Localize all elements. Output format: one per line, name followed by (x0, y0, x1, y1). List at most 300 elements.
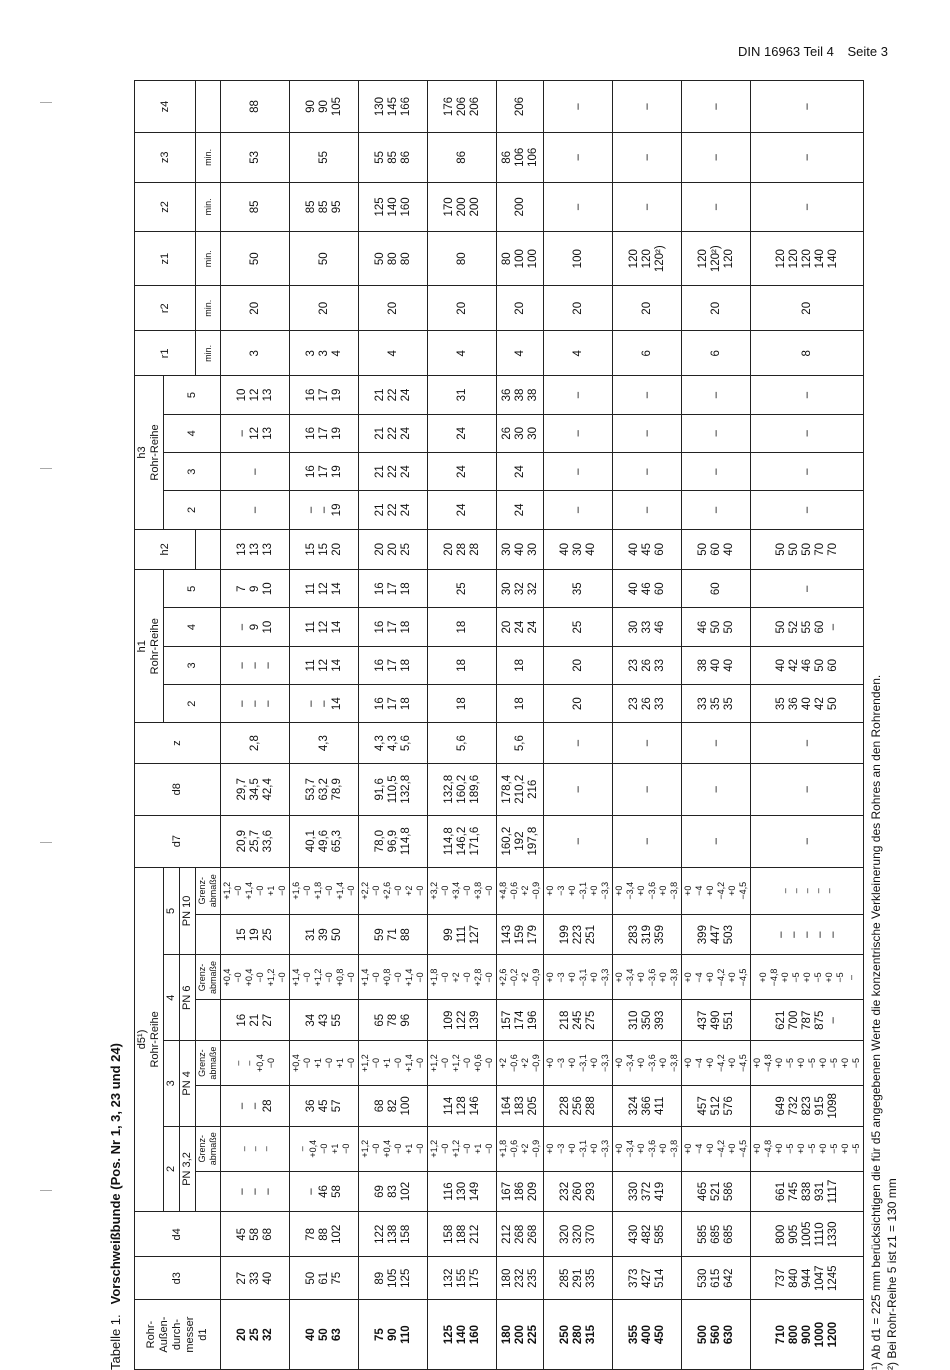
cell-r2: 20 (751, 286, 864, 331)
cell-z: – (682, 723, 751, 764)
cell-d3: 530 615 642 (682, 1257, 751, 1300)
cell-ag: +1,2 −0 +1,2 −0 +1 −0 (428, 1126, 497, 1171)
cell-h1c: 25 (544, 608, 613, 646)
table-row (428, 81, 497, 1370)
cell-d4: 45 58 68 (221, 1212, 290, 1257)
cell-h1c: 11 12 14 (290, 608, 359, 646)
cell-h3b: – (544, 452, 613, 490)
cell-r1: 4 (544, 331, 613, 376)
cell-h3c: – (682, 414, 751, 452)
blank-head (196, 914, 221, 955)
cell-h3d: – (682, 376, 751, 414)
cell-h1a: – – – (221, 685, 290, 723)
cell-r1: 4 (497, 331, 544, 376)
cell-z4: 90 90 105 (290, 81, 359, 133)
cell-ag: – +0,4 −0 +1 −0 (290, 1126, 359, 1171)
d5-series-2: 2 (164, 1126, 180, 1212)
cell-r1: 3 3 4 (290, 331, 359, 376)
cell-z2: 200 (497, 182, 544, 232)
table-title: Vorschweißbunde (Pos. Nr 1, 3, 23 und 24) (108, 1043, 123, 1305)
cell-d8: – (682, 763, 751, 815)
cell-d1: 20 25 32 (221, 1300, 290, 1370)
cell-h3b: – (221, 452, 290, 490)
cell-a: 69 83 102 (359, 1171, 428, 1212)
cell-z3: 53 (221, 133, 290, 183)
cell-h3b: 16 17 19 (290, 452, 359, 490)
cell-h1d: – (751, 570, 864, 608)
cell-d7: – (544, 815, 613, 867)
cell-h1a: 23 26 33 (613, 685, 682, 723)
cell-h3b: 21 22 24 (359, 452, 428, 490)
cell-d8: 178,4 210,2 216 (497, 763, 544, 815)
cell-d3: 285 291 335 (544, 1257, 613, 1300)
grenzabmasse-head: Grenz- abmaße (196, 955, 221, 1000)
cell-h1b: 18 (428, 646, 497, 684)
table-row (751, 81, 864, 1370)
min-head: min. (196, 182, 221, 232)
cell-e: 399 447 503 (682, 914, 751, 955)
cell-ag: +0 −3 +0 −3,1 +0 −3,3 (544, 1126, 613, 1171)
cell-r1: 3 (221, 331, 290, 376)
cell-z3: 86 (428, 133, 497, 183)
cell-h1a: 18 (428, 685, 497, 723)
cell-bg: +1,2 −0 +1 −0 +1,4 −0 (359, 1041, 428, 1086)
cell-z: 5,6 (497, 723, 544, 764)
cell-h3c: – 12 13 (221, 414, 290, 452)
blank-head (196, 1086, 221, 1127)
col-h3 (135, 376, 164, 529)
cell-h3a: – (682, 491, 751, 529)
cell-ag: +1,2 −0 +0,4 −0 +1 −0 (359, 1126, 428, 1171)
table-row (682, 81, 751, 1370)
h1-series-4: 4 (164, 608, 221, 646)
cell-d4: 158 188 212 (428, 1212, 497, 1257)
cell-z: 2,8 (221, 723, 290, 764)
cell-c: 157 174 196 (497, 1000, 544, 1041)
cell-h1a: 33 35 35 (682, 685, 751, 723)
cell-h1b: 38 40 40 (682, 646, 751, 684)
cell-h1b: 23 26 33 (613, 646, 682, 684)
cell-b: 649 732 823 915 1098 (751, 1086, 864, 1127)
col-z: z (135, 723, 221, 764)
cell-h3d: 10 12 13 (221, 376, 290, 414)
cell-c: 34 43 55 (290, 1000, 359, 1041)
cell-z3: – (544, 133, 613, 183)
cell-h1c: 50 52 55 60 – (751, 608, 864, 646)
cell-e: 31 39 50 (290, 914, 359, 955)
cell-h1d: 16 17 18 (359, 570, 428, 608)
cell-h2: 20 20 25 (359, 529, 428, 570)
cell-z2: – (682, 182, 751, 232)
cell-h1b: – – – (221, 646, 290, 684)
cell-h1c: 16 17 18 (359, 608, 428, 646)
cell-h3c: – (613, 414, 682, 452)
cell-b: 324 366 411 (613, 1086, 682, 1127)
col-r1: r1 (135, 331, 196, 376)
cell-b: 36 45 57 (290, 1086, 359, 1127)
cell-z3: – (751, 133, 864, 183)
cell-h1d: 7 9 10 (221, 570, 290, 608)
cell-z2: – (544, 182, 613, 232)
cell-h3a: 24 (428, 491, 497, 529)
cell-h3d: 36 38 38 (497, 376, 544, 414)
h3-series-5: 5 (164, 376, 221, 414)
cell-eg: +4,8 −0,6 +2 −0,9 (497, 867, 544, 914)
cell-h1b: 20 (544, 646, 613, 684)
table-row (359, 81, 428, 1370)
cell-z4: 206 (497, 81, 544, 133)
d5-label: d5¹) (136, 1029, 148, 1050)
cell-h3d: 31 (428, 376, 497, 414)
pn-3-2: PN 3,2 (180, 1126, 196, 1212)
cell-h3d: 16 17 19 (290, 376, 359, 414)
cell-z3: 55 (290, 133, 359, 183)
cell-z4: – (613, 81, 682, 133)
cell-z4: – (682, 81, 751, 133)
cell-d4: 212 268 268 (497, 1212, 544, 1257)
min-head: min. (196, 133, 221, 183)
cell-e: 143 159 179 (497, 914, 544, 955)
pn-10: PN 10 (180, 867, 196, 955)
col-d7: d7 (135, 815, 221, 867)
cell-h1a: – – 14 (290, 685, 359, 723)
cell-h3a: – (613, 491, 682, 529)
cell-d7: 20,9 25,7 33,6 (221, 815, 290, 867)
cell-d8: – (751, 763, 864, 815)
cell-z3: – (682, 133, 751, 183)
cell-cg: +0,4 −0 +0,4 −0 +1,2 −0 (221, 955, 290, 1000)
h3-series-2: 2 (164, 491, 221, 529)
col-z4: z4 (135, 81, 196, 133)
cell-z1: 120 120 120 140 140 (751, 232, 864, 286)
cell-d7: 40,1 49,6 65,3 (290, 815, 359, 867)
footnote-2: ²) Bei Rohr-Reihe 5 ist z1 = 130 mm (885, 1178, 899, 1370)
cell-d1: 125 140 160 (428, 1300, 497, 1370)
col-d4: d4 (135, 1212, 221, 1257)
cell-ag: +0 −4,8 +0 −5 +0 −5 +0 −5 +0 −5 (751, 1126, 864, 1171)
cell-d3: 132 155 175 (428, 1257, 497, 1300)
cell-bg: +0 −3,4 +0 −3,6 +0 −3,8 (613, 1041, 682, 1086)
cell-ag: +0 −3,4 +0 −3,6 +0 −3,8 (613, 1126, 682, 1171)
cell-h3b: 24 (428, 452, 497, 490)
table-caption (108, 1043, 123, 1370)
table-row (221, 81, 290, 1370)
cell-eg: +1,2 −0 +1,4 −0 +1 −0 (221, 867, 290, 914)
cell-z2: 85 85 95 (290, 182, 359, 232)
cell-b: 228 256 288 (544, 1086, 613, 1127)
cell-c: 65 78 96 (359, 1000, 428, 1041)
blank-head (196, 529, 221, 570)
h1-series-5: 5 (164, 570, 221, 608)
cell-r2: 20 (497, 286, 544, 331)
cell-d7: – (613, 815, 682, 867)
cell-r1: 4 (428, 331, 497, 376)
cell-z1: 80 100 100 (497, 232, 544, 286)
cell-d7: – (682, 815, 751, 867)
cell-z: – (751, 723, 864, 764)
blank-head (196, 1171, 221, 1212)
cell-d4: 78 88 102 (290, 1212, 359, 1257)
cell-h1d: 30 32 32 (497, 570, 544, 608)
cell-a: 465 521 586 (682, 1171, 751, 1212)
cell-h2: 20 28 28 (428, 529, 497, 570)
cell-d7: – (751, 815, 864, 867)
cell-e: – – – – – (751, 914, 864, 955)
cell-h2: 40 30 40 (544, 529, 613, 570)
grenzabmasse-head: Grenz- abmaße (196, 1126, 221, 1171)
cell-h1c: 20 24 24 (497, 608, 544, 646)
footnote-1: ¹) Ab d1 = 225 mm berücksichtigen die für d5 angegebenen Werte die konzentrische Verkleinerung des Rohres an den Rohrenden. (869, 674, 883, 1370)
table-row (613, 81, 682, 1370)
col-z3: z3 (135, 133, 196, 183)
cell-h3d: – (544, 376, 613, 414)
cell-e: 99 111 127 (428, 914, 497, 955)
min-head: min. (196, 232, 221, 286)
pn-6: PN 6 (180, 955, 196, 1041)
document-number: DIN 16963 Teil 4 (738, 44, 834, 59)
col-h2: h2 (135, 529, 196, 570)
cell-c: 310 350 393 (613, 1000, 682, 1041)
col-d8: d8 (135, 763, 221, 815)
rotated-table-block (108, 80, 908, 1370)
d5-series-5: 5 (164, 867, 180, 955)
table-body (221, 81, 864, 1370)
cell-h2: 13 13 13 (221, 529, 290, 570)
cell-cg: +0 −4,8 +0 −5 +0 −5 +0 −5 – (751, 955, 864, 1000)
cell-ag: – – – (221, 1126, 290, 1171)
scan-mark (40, 468, 52, 469)
cell-h2: 50 60 40 (682, 529, 751, 570)
pn-4: PN 4 (180, 1041, 196, 1127)
cell-d8: 29,7 34,5 42,4 (221, 763, 290, 815)
cell-h2: 30 40 30 (497, 529, 544, 570)
cell-ag: +1,8 −0,6 +2 −0,9 (497, 1126, 544, 1171)
cell-r1: 4 (359, 331, 428, 376)
cell-b: 114 128 146 (428, 1086, 497, 1127)
min-head: min. (196, 331, 221, 376)
col-z1: z1 (135, 232, 196, 286)
cell-d1: 710 800 900 1000 1200 (751, 1300, 864, 1370)
cell-bg: +1,2 −0 +1,2 −0 +0,6 −0 (428, 1041, 497, 1086)
cell-h3d: – (613, 376, 682, 414)
col-d3: d3 (135, 1257, 221, 1300)
cell-c: 437 490 551 (682, 1000, 751, 1041)
cell-eg: +0 −4 +0 −4,2 +0 −4,5 (682, 867, 751, 914)
table-label: Tabelle 1. (108, 1314, 123, 1370)
cell-h1d: 60 (682, 570, 751, 608)
cell-h3b: – (682, 452, 751, 490)
cell-e: 15 19 25 (221, 914, 290, 955)
cell-z2: 125 140 160 (359, 182, 428, 232)
cell-h3c: 16 17 19 (290, 414, 359, 452)
h3-series-4: 4 (164, 414, 221, 452)
col-h1 (135, 570, 164, 723)
cell-eg: +0 −3,4 +0 −3,6 +0 −3,8 (613, 867, 682, 914)
cell-d3: 27 33 40 (221, 1257, 290, 1300)
cell-z4: 130 145 166 (359, 81, 428, 133)
cell-h1c: 46 50 50 (682, 608, 751, 646)
cell-z1: 120 120 120²) (613, 232, 682, 286)
cell-d7: 114,8 146,2 171,6 (428, 815, 497, 867)
blank-head (196, 81, 221, 133)
cell-z: – (613, 723, 682, 764)
cell-z: 4,3 4,3 5,6 (359, 723, 428, 764)
cell-h3d: – (751, 376, 864, 414)
cell-e: 59 71 88 (359, 914, 428, 955)
cell-h1c: – 9 10 (221, 608, 290, 646)
cell-h3a: – (751, 491, 864, 529)
h3-sub: Rohr-Reihe (149, 424, 161, 481)
scan-mark (40, 842, 52, 843)
cell-r1: 6 (682, 331, 751, 376)
cell-z2: 85 (221, 182, 290, 232)
cell-b: 164 183 205 (497, 1086, 544, 1127)
d5-series-3: 3 (164, 1041, 180, 1127)
cell-h1a: 20 (544, 685, 613, 723)
cell-z3: 86 106 106 (497, 133, 544, 183)
cell-h3c: – (751, 414, 864, 452)
cell-bg: +2 −0,6 +2 −0,9 (497, 1041, 544, 1086)
cell-h3c: 24 (428, 414, 497, 452)
cell-d8: 132,8 160,2 189,6 (428, 763, 497, 815)
cell-d1: 250 280 315 (544, 1300, 613, 1370)
cell-eg: +1,6 −0 +1,8 −0 +1,4 −0 (290, 867, 359, 914)
cell-z3: 55 85 86 (359, 133, 428, 183)
cell-z1: 120 120²) 120 (682, 232, 751, 286)
cell-h1d: 40 46 60 (613, 570, 682, 608)
table-row (544, 81, 613, 1370)
cell-cg: +0 −3 +0 −3,1 +0 −3,3 (544, 955, 613, 1000)
blank-head (196, 1000, 221, 1041)
cell-h3a: – (221, 491, 290, 529)
cell-h1b: 40 42 46 50 60 (751, 646, 864, 684)
cell-d1: 180 200 225 (497, 1300, 544, 1370)
cell-r2: 20 (428, 286, 497, 331)
min-head: min. (196, 286, 221, 331)
cell-a: – – – (221, 1171, 290, 1212)
cell-ag: +0 −4 +0 −4,2 +0 −4,5 (682, 1126, 751, 1171)
cell-eg: – – – – – (751, 867, 864, 914)
d5-series-4: 4 (164, 955, 180, 1041)
cell-h1c: 30 33 46 (613, 608, 682, 646)
cell-c: 621 700 787 875 – (751, 1000, 864, 1041)
cell-z4: – (751, 81, 864, 133)
cell-a: 116 130 149 (428, 1171, 497, 1212)
cell-h2: 15 15 20 (290, 529, 359, 570)
cell-h1b: 11 12 14 (290, 646, 359, 684)
cell-h1b: 16 17 18 (359, 646, 428, 684)
cell-bg: +0,4 −0 +1 −0 +1 −0 (290, 1041, 359, 1086)
cell-z4: – (544, 81, 613, 133)
cell-z: 5,6 (428, 723, 497, 764)
cell-d4: 320 320 370 (544, 1212, 613, 1257)
flange-table (134, 80, 864, 1370)
cell-d4: 585 685 685 (682, 1212, 751, 1257)
cell-d1: 500 560 630 (682, 1300, 751, 1370)
cell-h3c: 26 30 30 (497, 414, 544, 452)
cell-cg: +1,4 −0 +1,2 −0 +0,8 −0 (290, 955, 359, 1000)
cell-d3: 373 427 514 (613, 1257, 682, 1300)
cell-cg: +1,8 −0 +2 −0 +2,8 −0 (428, 955, 497, 1000)
cell-h1a: 16 17 18 (359, 685, 428, 723)
cell-d1: 355 400 450 (613, 1300, 682, 1370)
cell-cg: +1,4 −0 +0,8 −0 +1,4 −0 (359, 955, 428, 1000)
cell-h3a: 21 22 24 (359, 491, 428, 529)
cell-r2: 20 (613, 286, 682, 331)
cell-h2: 40 45 60 (613, 529, 682, 570)
cell-h3a: 24 (497, 491, 544, 529)
cell-z1: 50 (221, 232, 290, 286)
cell-z1: 50 (290, 232, 359, 286)
page-header (728, 44, 888, 59)
cell-r1: 6 (613, 331, 682, 376)
cell-h3a: – (544, 491, 613, 529)
cell-h3c: 21 22 24 (359, 414, 428, 452)
col-r2: r2 (135, 286, 196, 331)
cell-r2: 20 (221, 286, 290, 331)
col-z2: z2 (135, 182, 196, 232)
cell-eg: +0 −3 +0 −3,1 +0 −3,3 (544, 867, 613, 914)
cell-c: 218 245 275 (544, 1000, 613, 1041)
cell-bg: +0 −4,8 +0 −5 +0 −5 +0 −5 +0 −5 (751, 1041, 864, 1086)
cell-h3d: 21 22 24 (359, 376, 428, 414)
cell-r2: 20 (290, 286, 359, 331)
cell-h3b: 24 (497, 452, 544, 490)
cell-a: – 46 58 (290, 1171, 359, 1212)
grenzabmasse-head: Grenz- abmaße (196, 1041, 221, 1086)
cell-bg: – – +0,4 −0 (221, 1041, 290, 1086)
cell-d8: – (544, 763, 613, 815)
cell-r2: 20 (359, 286, 428, 331)
cell-c: 16 21 27 (221, 1000, 290, 1041)
cell-z1: 50 80 80 (359, 232, 428, 286)
cell-d3: 737 840 944 1047 1245 (751, 1257, 864, 1300)
cell-h1a: 35 36 40 42 50 (751, 685, 864, 723)
cell-z2: – (751, 182, 864, 232)
grenzabmasse-head: Grenz- abmaße (196, 867, 221, 914)
table-row (497, 81, 544, 1370)
cell-eg: +3,2 −0 +3,4 −0 +3,8 −0 (428, 867, 497, 914)
cell-h3b: – (613, 452, 682, 490)
cell-d3: 89 105 125 (359, 1257, 428, 1300)
cell-cg: +2,6 −0,2 +2 −0,9 (497, 955, 544, 1000)
h1-sub: Rohr-Reihe (149, 618, 161, 675)
cell-d8: 91,6 110,5 132,8 (359, 763, 428, 815)
footnotes (868, 80, 900, 1370)
cell-z1: 100 (544, 232, 613, 286)
cell-b: 68 82 100 (359, 1086, 428, 1127)
cell-d3: 50 61 75 (290, 1257, 359, 1300)
h1-label: h1 (136, 640, 148, 653)
d5-sub: Rohr-Reihe (149, 1011, 161, 1068)
cell-h1d: 11 12 14 (290, 570, 359, 608)
cell-h3c: – (544, 414, 613, 452)
cell-z2: – (613, 182, 682, 232)
cell-z4: 176 206 206 (428, 81, 497, 133)
cell-bg: +0 −3 +0 −3,1 +0 −3,3 (544, 1041, 613, 1086)
cell-d8: 53,7 63,2 78,9 (290, 763, 359, 815)
cell-eg: +2,2 −0 +2,6 −0 +2 −0 (359, 867, 428, 914)
cell-a: 330 372 419 (613, 1171, 682, 1212)
cell-d1: 40 50 63 (290, 1300, 359, 1370)
cell-d7: 160,2 192 197,8 (497, 815, 544, 867)
col-d5 (135, 867, 164, 1212)
cell-r2: 20 (544, 286, 613, 331)
page-number: Seite 3 (847, 44, 888, 59)
cell-cg: +0 −3,4 +0 −3,6 +0 −3,8 (613, 955, 682, 1000)
cell-b: 457 512 576 (682, 1086, 751, 1127)
cell-r1: 8 (751, 331, 864, 376)
